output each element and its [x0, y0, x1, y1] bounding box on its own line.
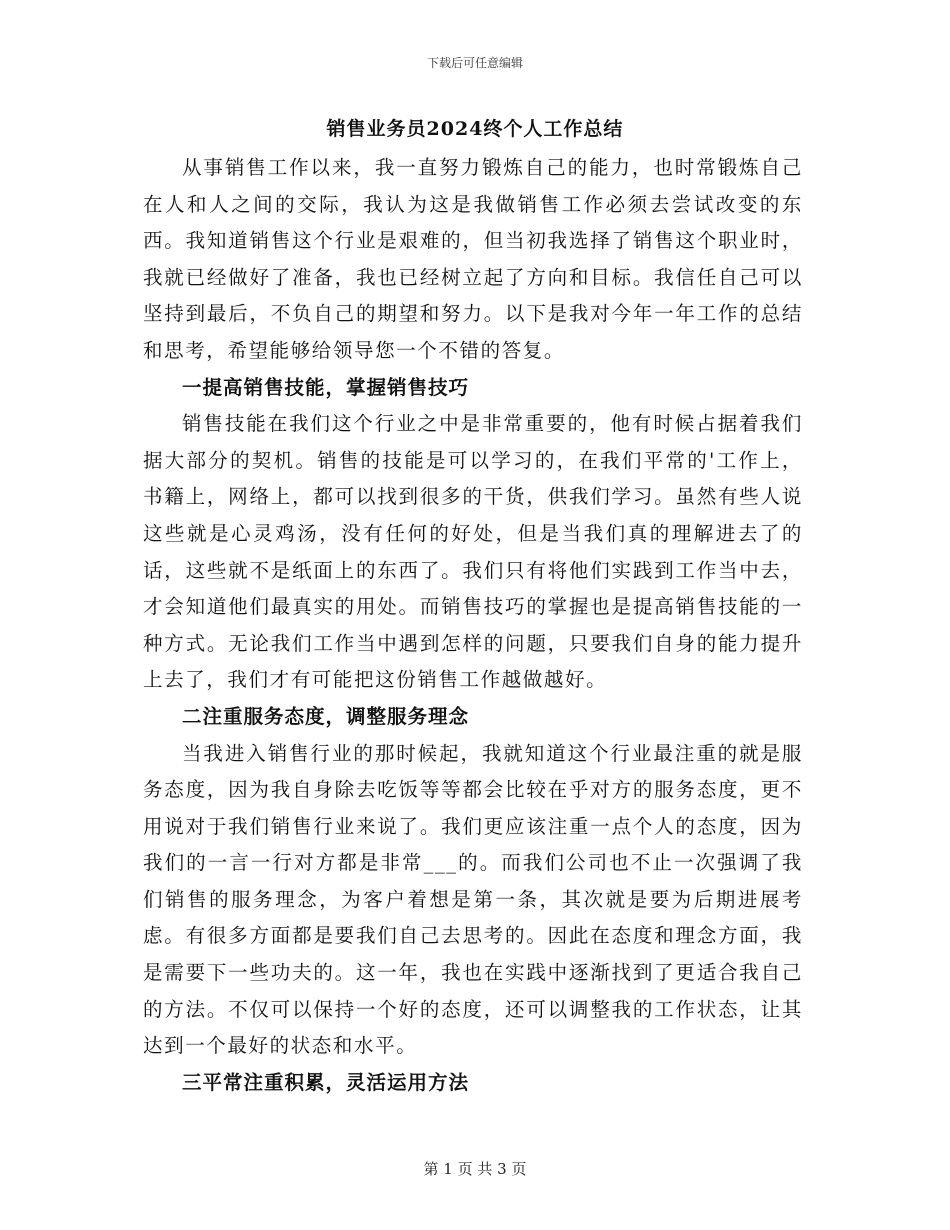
section-heading-3: 三平常注重积累，灵活运用方法: [182, 1070, 470, 1094]
header-note: 下载后可任意编辑: [426, 56, 523, 70]
section-1-paragraph: 销售技能在我们这个行业之中是非常重要的，他有时候占据着我们据大部分的契机。销售的技能是可以学习的，在我们平常的'工作上，书籍上，网络上，都可以找到很多的干货，供我们学习。虽然有些人说这些就是心灵鸡汤，没有任何的好处，但是当我们真的理解进去了的话，这些就不是纸面上的东西了。我们只有将他们实践到工作当中去，才会知道他们最真实的用处。而销售技巧的掌握也是提高销售技能的一种方式。无论我们工作当中遇到怎样的问题，只要我们自身的能力提升上去了，我们才有可能把这份销售工作越做越好。: [143, 412, 803, 692]
intro-paragraph: 从事销售工作以来，我一直努力锻炼自己的能力，也时常锻炼自己在人和人之间的交际，我认为这是我做销售工作必须去尝试改变的东西。我知道销售这个行业是艰难的，但当初我选择了销售这个职业时，我就已经做好了准备，我也已经树立起了方向和目标。我信任自己可以坚持到最后，不负自己的期望和努力。以下是我对今年一年工作的总结和思考，希望能够给领导您一个不错的答复。: [143, 156, 803, 362]
section-heading-1: 一提高销售技能，掌握销售技巧: [182, 375, 470, 399]
page-number-footer: 第 1 页 共 3 页: [423, 1160, 527, 1178]
section-heading-2: 二注重服务态度，调整服务理念: [182, 704, 470, 728]
document-title: 销售业务员2024终个人工作总结: [326, 118, 624, 140]
section-2-paragraph: 当我进入销售行业的那时候起，我就知道这个行业最注重的就是服务态度，因为我自身除去吃饭等等都会比较在乎对方的服务态度，更不用说对于我们销售行业来说了。我们更应该注重一点个人的态度，因为我们的一言一行对方都是非常___的。而我们公司也不止一次强调了我们销售的服务理念，为客户着想是第一条，其次就是要为后期进展考虑。有很多方面都是要我们自己去思考的。因此在态度和理念方面，我是需要下一些功夫的。这一年，我也在实践中逐渐找到了更适合我自己的方法。不仅可以保持一个好的态度，还可以调整我的工作状态，让其达到一个最好的状态和水平。: [143, 741, 803, 1058]
document-body: [143, 150, 803, 1101]
